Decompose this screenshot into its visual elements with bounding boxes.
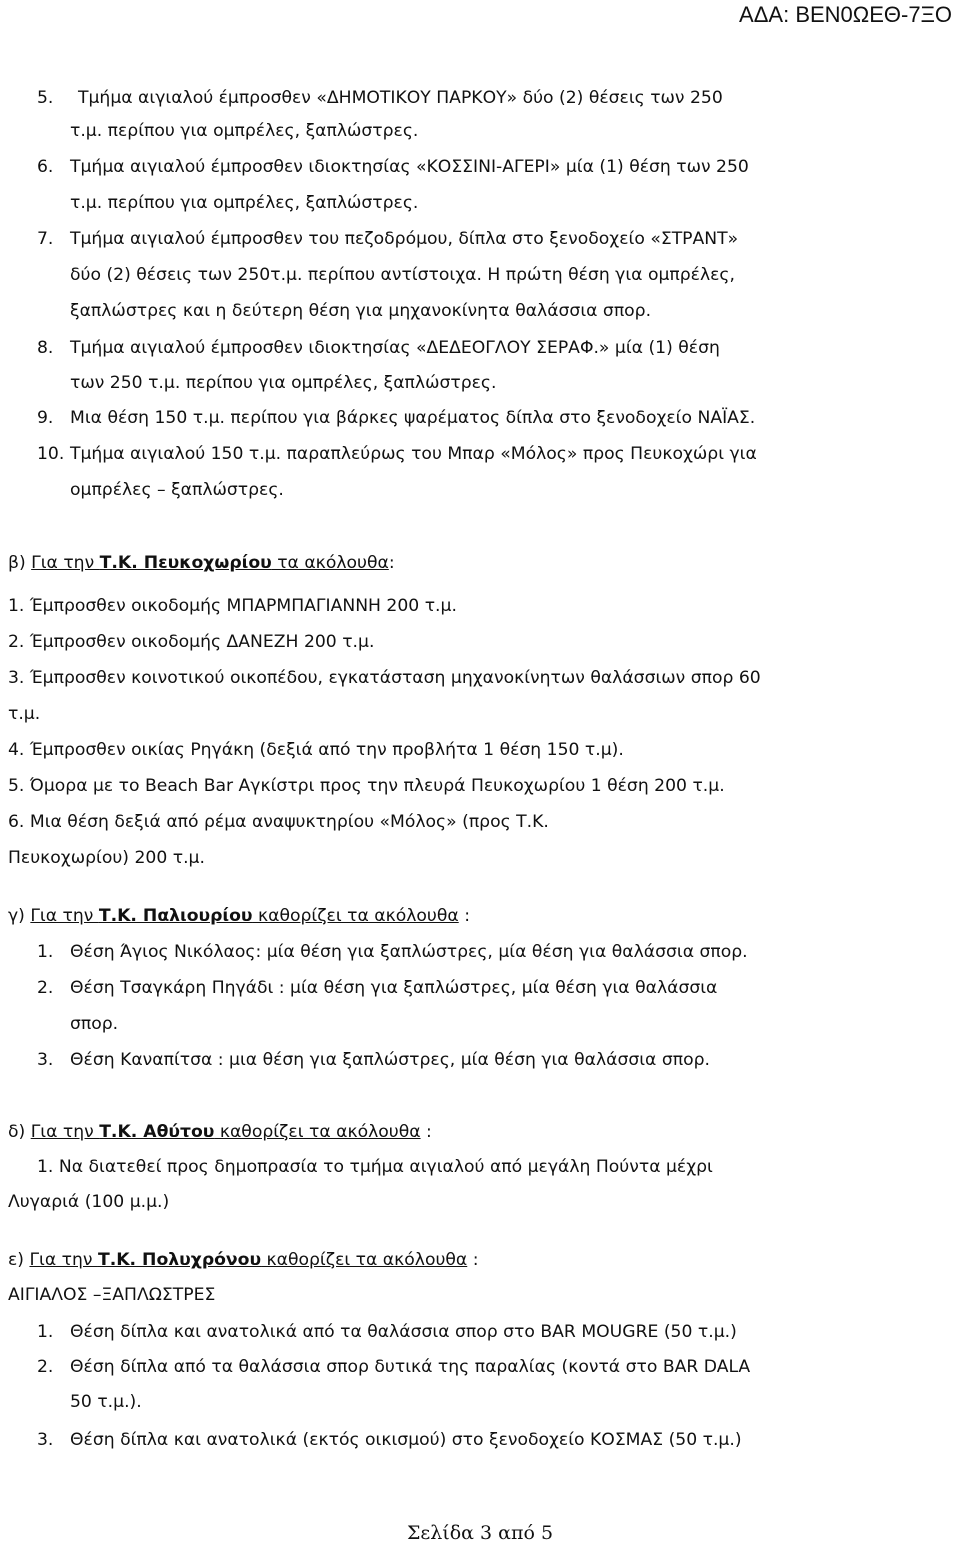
item-number: 5. xyxy=(37,88,54,108)
list-item: Λυγαριά (100 μ.μ.) xyxy=(8,1192,170,1212)
item-text: ομπρέλες – ξαπλώστρες. xyxy=(70,480,284,500)
item-text: 50 τ.μ.). xyxy=(70,1392,142,1412)
ada-code: ΑΔΑ: ΒΕΝ0ΩΕΘ-7ΞΟ xyxy=(739,2,952,27)
section-heading-paliouri: γ) Για την Τ.Κ. Παλιουρίου καθορίζει τα ακόλουθα : xyxy=(8,906,470,926)
list-item: 2. Έμπροσθεν οικοδομής ΔΑΝΕΖΗ 200 τ.μ. xyxy=(8,632,375,652)
page-footer: Σελίδα 3 από 5 xyxy=(406,1522,554,1544)
section-heading-pefkochori: β) Για την Τ.Κ. Πευκοχωρίου τα ακόλουθα: xyxy=(8,553,395,573)
item-text: των 250 τ.μ. περίπου για ομπρέλες, ξαπλώστρες. xyxy=(70,373,497,393)
item-text: Θέση Τσαγκάρη Πηγάδι : μία θέση για ξαπλώστρες, μία θέση για θαλάσσια xyxy=(70,978,718,998)
item-text: σπορ. xyxy=(70,1014,119,1034)
item-text: Τμήμα αιγιαλού έμπροσθεν ιδιοκτησίας «ΔΕΔΕΟΓΛΟΥ ΣΕΡΑΦ.» μία (1) θέση xyxy=(70,338,720,358)
item-text: τ.μ. περίπου για ομπρέλες, ξαπλώστρες. xyxy=(70,121,419,141)
list-item: 3. Έμπροσθεν κοινοτικού οικοπέδου, εγκατάσταση μηχανοκίνητων θαλάσσιων σπορ 60 xyxy=(8,668,761,688)
item-text: Θέση δίπλα και ανατολικά (εκτός οικισμού) στο ξενοδοχείο ΚΟΣΜΑΣ (50 τ.μ.) xyxy=(70,1430,742,1450)
item-text: δύο (2) θέσεις των 250τ.μ. περίπου αντίστοιχα. Η πρώτη θέση για ομπρέλες, xyxy=(70,265,735,285)
item-text: Τμήμα αιγιαλού έμπροσθεν του πεζοδρόμου, δίπλα στο ξενοδοχείο «ΣΤΡΑΝΤ» xyxy=(70,229,739,249)
item-number: 3. xyxy=(37,1430,54,1450)
list-item: 6. Μια θέση δεξιά από ρέμα αναψυκτηρίου «Μόλος» (προς Τ.Κ. xyxy=(8,812,549,832)
list-item: 4. Έμπροσθεν οικίας Ρηγάκη (δεξιά από την προβλήτα 1 θέση 150 τ.μ). xyxy=(8,740,624,760)
item-number: 2. xyxy=(37,1357,54,1377)
section-subtitle: ΑΙΓΙΑΛΟΣ –ΞΑΠΛΩΣΤΡΕΣ xyxy=(8,1285,216,1305)
item-number: 1. xyxy=(37,942,54,962)
list-item: 1. Έμπροσθεν οικοδομής ΜΠΑΡΜΠΑΓΙΑΝΝΗ 200 τ.μ. xyxy=(8,596,457,616)
item-text: Τμήμα αιγιαλού έμπροσθεν ιδιοκτησίας «ΚΟΣΣΙΝΙ-ΑΓΕΡΙ» μία (1) θέση των 250 xyxy=(70,157,749,177)
item-text: Τμήμα αιγιαλού έμπροσθεν «ΔΗΜΟΤΙΚΟΥ ΠΑΡΚΟΥ» δύο (2) θέσεις των 250 xyxy=(78,88,723,108)
section-heading-polychrono: ε) Για την Τ.Κ. Πολυχρόνου καθορίζει τα ακόλουθα : xyxy=(8,1250,479,1270)
section-heading-athytos: δ) Για την Τ.Κ. Αθύτου καθορίζει τα ακόλουθα : xyxy=(8,1122,432,1142)
item-number: 3. xyxy=(37,1050,54,1070)
item-number: 8. xyxy=(37,338,54,358)
item-number: 2. xyxy=(37,978,54,998)
item-text: Θέση Άγιος Νικόλαος: μία θέση για ξαπλώστρες, μία θέση για θαλάσσια σπορ. xyxy=(70,942,748,962)
list-item: 1. Να διατεθεί προς δημοπρασία το τμήμα αιγιαλού από μεγάλη Πούντα μέχρι xyxy=(37,1157,713,1177)
list-item: 5. Όμορα με το Beach Bar Αγκίστρι προς την πλευρά Πευκοχωρίου 1 θέση 200 τ.μ. xyxy=(8,776,725,796)
item-number: 10. xyxy=(37,444,65,464)
item-text: Θέση Καναπίτσα : μια θέση για ξαπλώστρες, μία θέση για θαλάσσια σπορ. xyxy=(70,1050,710,1070)
list-item: τ.μ. xyxy=(8,704,41,724)
item-text: Τμήμα αιγιαλού 150 τ.μ. παραπλεύρως του Μπαρ «Μόλος» προς Πευκοχώρι για xyxy=(70,444,757,464)
list-item: Πευκοχωρίου) 200 τ.μ. xyxy=(8,848,205,868)
item-text: ξαπλώστρες και η δεύτερη θέση για μηχανοκίνητα θαλάσσια σπορ. xyxy=(70,301,652,321)
item-text: Μια θέση 150 τ.μ. περίπου για βάρκες ψαρέματος δίπλα στο ξενοδοχείο ΝΑΪΑΣ. xyxy=(70,408,756,428)
item-number: 1. xyxy=(37,1322,54,1342)
item-text: Θέση δίπλα από τα θαλάσσια σπορ δυτικά της παραλίας (κοντά στο BAR DALA xyxy=(70,1357,751,1377)
item-text: Θέση δίπλα και ανατολικά από τα θαλάσσια σπορ στο BAR MOUGRE (50 τ.μ.) xyxy=(70,1322,737,1342)
item-number: 7. xyxy=(37,229,54,249)
item-text: τ.μ. περίπου για ομπρέλες, ξαπλώστρες. xyxy=(70,193,419,213)
item-number: 9. xyxy=(37,408,54,428)
item-number: 6. xyxy=(37,157,54,177)
